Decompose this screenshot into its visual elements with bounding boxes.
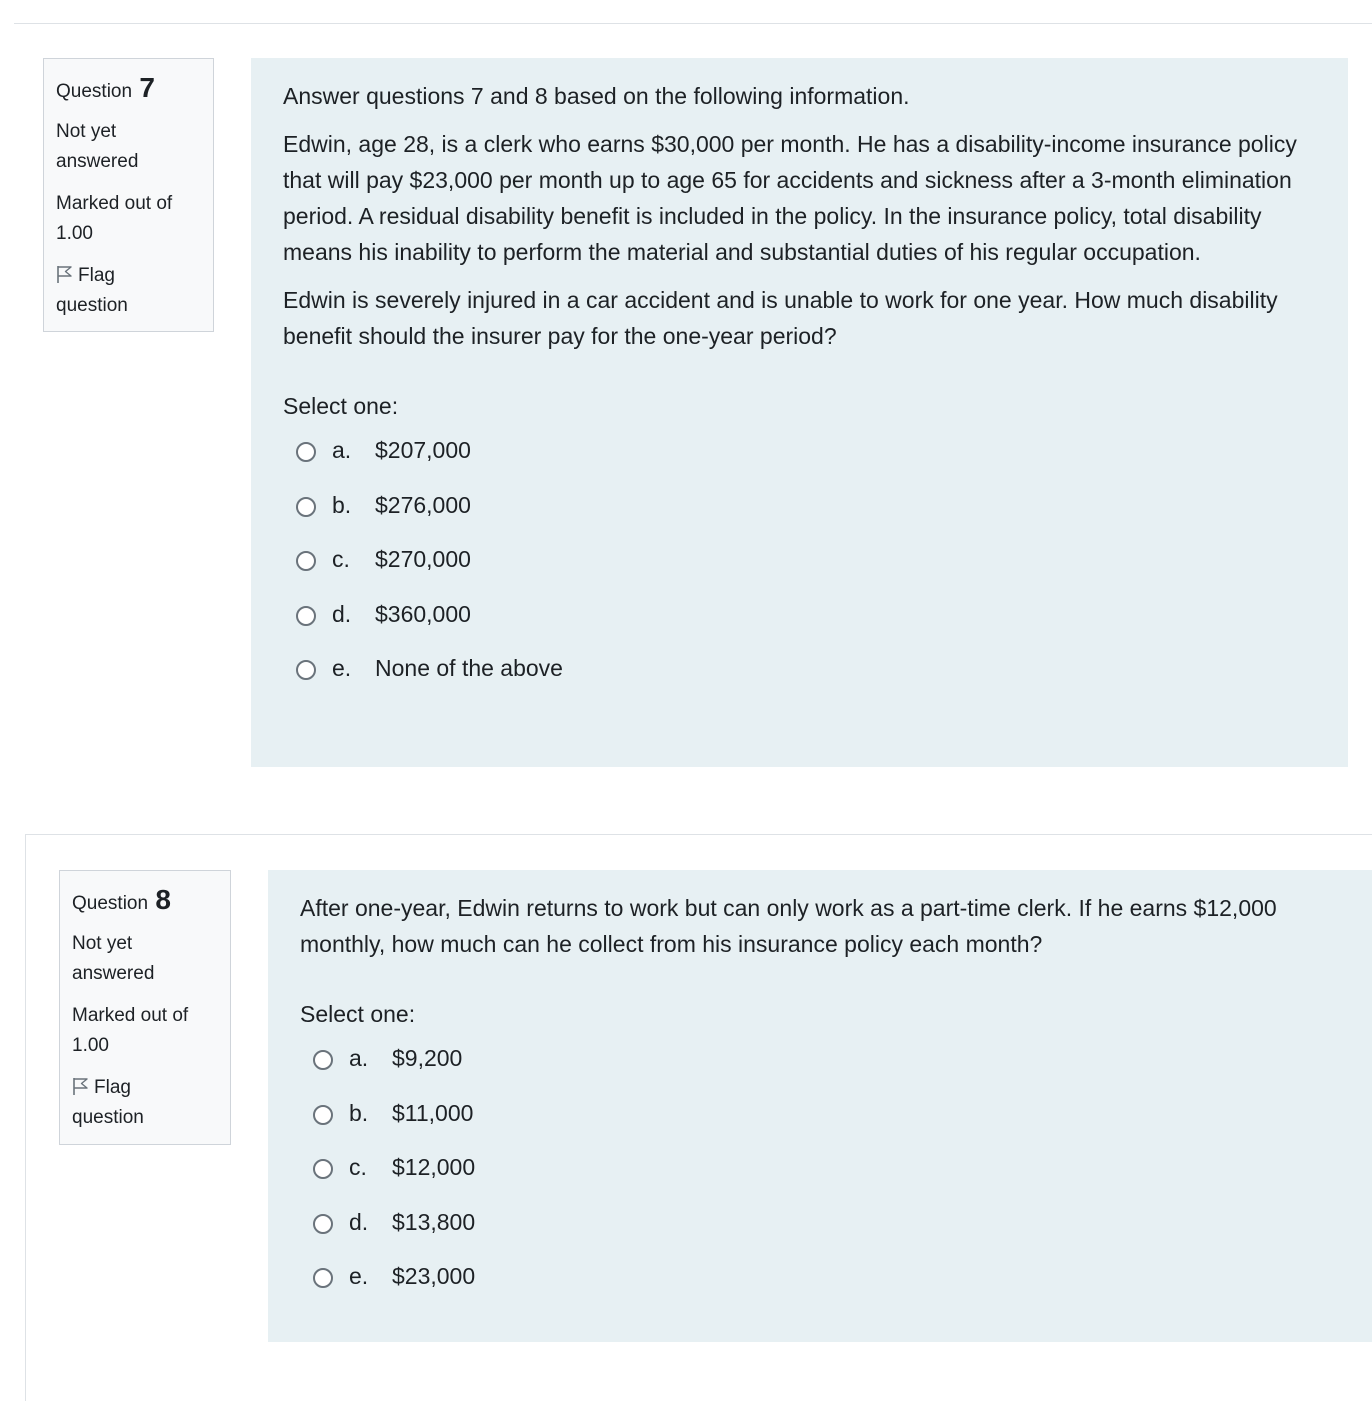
option-text[interactable]: $12,000	[392, 1154, 476, 1181]
option-letter: e.	[332, 655, 352, 682]
option-a[interactable]	[300, 1040, 1340, 1095]
option-c[interactable]	[283, 541, 1316, 596]
radio-button[interactable]	[296, 497, 316, 517]
option-letter: a.	[349, 1045, 369, 1071]
option-b[interactable]	[283, 487, 1316, 542]
flag-icon	[72, 1077, 89, 1096]
option-text[interactable]: $23,000	[392, 1263, 476, 1290]
option-text[interactable]: $360,000	[375, 600, 471, 627]
question-label: Question	[56, 81, 133, 102]
question-text-question: Edwin is severely injured in a car accident and is unable to work for one year. How much disability benefit should the insurer pay for the one-year period?	[283, 287, 1278, 349]
option-text[interactable]: $270,000	[375, 546, 471, 573]
radio-button[interactable]	[313, 1268, 333, 1288]
flag-label-2[interactable]: question	[72, 1107, 144, 1128]
question-8-info	[59, 870, 231, 1145]
option-text[interactable]: None of the above	[375, 655, 563, 682]
option-text[interactable]: $9,200	[392, 1045, 463, 1071]
select-one-prompt: Select one:	[283, 393, 399, 419]
question-7-content	[251, 58, 1348, 767]
option-letter: d.	[349, 1208, 369, 1235]
question-7-info	[43, 58, 214, 332]
option-a[interactable]	[283, 432, 1316, 487]
grade-line-2: 1.00	[56, 223, 93, 244]
option-letter: b.	[349, 1099, 369, 1126]
option-text[interactable]: $13,800	[392, 1208, 476, 1235]
question-number-value: 8	[155, 884, 171, 915]
option-letter: a.	[332, 437, 352, 463]
option-c[interactable]	[300, 1149, 1340, 1204]
flag-label[interactable]: Flag	[78, 265, 115, 286]
state-line-1: Not yet	[56, 121, 117, 142]
radio-button[interactable]	[313, 1105, 333, 1125]
flag-label-2[interactable]: question	[56, 295, 128, 316]
state-line-2: answered	[56, 151, 139, 172]
question-grade	[72, 1001, 218, 1061]
question-number-value: 7	[139, 72, 155, 103]
radio-button[interactable]	[296, 606, 316, 626]
question-grade	[56, 189, 201, 249]
question-state	[72, 929, 218, 989]
radio-button[interactable]	[296, 442, 316, 462]
grade-line-1: Marked out of	[56, 193, 173, 214]
question-state	[56, 117, 201, 177]
question-text-intro: Answer questions 7 and 8 based on the following information.	[283, 83, 910, 109]
option-letter: c.	[332, 546, 350, 573]
select-one-prompt: Select one:	[300, 1001, 416, 1027]
question-text-scenario: Edwin, age 28, is a clerk who earns $30,000 per month. He has a disability-income insurance policy that will pay $23,000 per month up to age 65 for accidents and sickness after a 3-month elimination period. A residual disability benefit is included in the policy. In the insurance policy, total disability means his inability to perform the material and substantial duties of his regular occupation.	[283, 131, 1297, 265]
radio-button[interactable]	[296, 551, 316, 571]
option-text[interactable]: $207,000	[375, 437, 471, 463]
radio-button[interactable]	[296, 660, 316, 680]
radio-button[interactable]	[313, 1050, 333, 1070]
question-label: Question	[72, 893, 149, 914]
top-divider	[14, 23, 1372, 24]
option-text[interactable]: $276,000	[375, 491, 471, 518]
question-text: After one-year, Edwin returns to work but can only work as a part-time clerk. If he earns $12,000 monthly, how much can he collect from his insurance policy each month?	[300, 895, 1277, 957]
flag-label[interactable]: Flag	[94, 1077, 131, 1098]
radio-button[interactable]	[313, 1214, 333, 1234]
question-number	[56, 73, 201, 107]
option-letter: b.	[332, 491, 352, 518]
option-e[interactable]	[300, 1258, 1340, 1313]
question-number	[72, 885, 218, 919]
state-line-2: answered	[72, 963, 155, 984]
flag-icon	[56, 265, 73, 284]
answer-options	[300, 1040, 1340, 1313]
state-line-1: Not yet	[72, 933, 133, 954]
option-letter: e.	[349, 1263, 369, 1290]
flag-question-link[interactable]	[56, 261, 201, 321]
option-d[interactable]	[283, 596, 1316, 651]
question-8-content	[268, 870, 1372, 1342]
option-letter: c.	[349, 1154, 367, 1181]
grade-line-1: Marked out of	[72, 1005, 189, 1026]
option-b[interactable]	[300, 1095, 1340, 1150]
option-d[interactable]	[300, 1204, 1340, 1259]
answer-options	[283, 432, 1316, 705]
grade-line-2: 1.00	[72, 1035, 109, 1056]
option-letter: d.	[332, 600, 352, 627]
option-e[interactable]	[283, 650, 1316, 705]
option-text[interactable]: $11,000	[392, 1099, 474, 1126]
flag-question-link[interactable]	[72, 1073, 218, 1133]
radio-button[interactable]	[313, 1159, 333, 1179]
